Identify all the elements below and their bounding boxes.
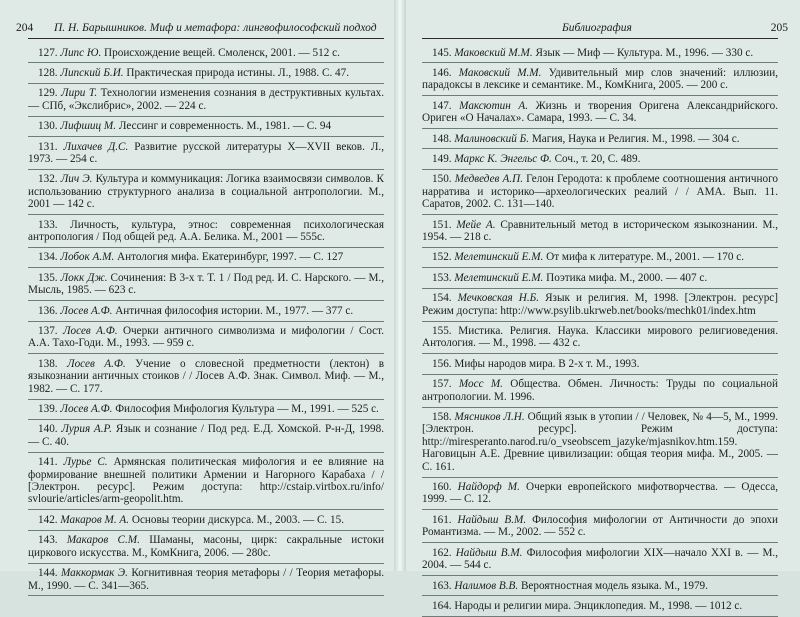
entry-text: Технологии изменения сознания в деструктивных культах. — СПб, «Экслибрис», 2002. — 224 с. [28,87,385,112]
bibliography-entry [422,129,778,149]
bibliography-entry [28,322,384,355]
right-page-number: 205 [770,22,788,34]
entry-number: 139. [38,403,58,416]
entry-number: 151. [432,218,452,231]
entry-author: Лосев А.Ф. [60,403,113,416]
entry-number: 149. [432,152,452,165]
bibliography-entry [28,453,384,511]
entry-text: Гелон Геродота: к проблеме соотношения античного нарратива и историко—археологических реалий / / АМА. Вып. 11. Саратов, 2002. С. 131—140. [422,173,778,211]
entry-number: 129. [38,87,58,100]
entry-text: Очерки европейского мифотворчества. — Одесса, 1999. — С. 12. [422,481,779,506]
entry-number: 145. [432,46,452,59]
entry-text: Антология мифа. Екатеринбург, 1997. — С. 127 [117,251,344,264]
entry-author: Липский Б.И. [60,66,124,79]
bibliography-entry [422,408,778,478]
entry-author: Лихачев Д.С. [63,140,129,153]
entry-text: Вероятностная модель языка. М., 1979. [520,579,708,592]
entry-text: Жизнь и творения Оригена Александрийского. Ориген «О Началах». Самара, 1993. — С. 34. [422,99,778,125]
left-page [0,0,400,592]
entry-number: 147. [432,99,452,112]
entry-text: Общий язык в утопии / / Человек, № 4—5, М., 1999. [Электрон. ресурс]. Режим доступа: http://miresperanto.narod.ru/o_vseobscem_jazyke/mjasnikov.htm.159. Наговицын А.Е. Древние цивилизации: общая теория мифа. М., 2005. — С. 161. [422,411,779,473]
entry-text: Язык и религия. М, 1998. [Электрон. ресурс] Режим доступа: http://www.psylib.ukrweb.net/books/mechk01/index.htm [422,292,778,317]
entry-author: Макаров М. А. [60,513,130,526]
entry-number: 138. [38,357,58,370]
entry-text: Личность, культура, этнос: современная психологическая антропология / Под общей ред. А.А. Белика. М., 2001 — 555с. [28,218,385,243]
entry-author: Мосс М. [458,378,503,391]
entry-text: Античная философия истории. М., 1977. — 377 с. [115,304,354,317]
entry-text: Происхождение вещей. Смоленск, 2001. — 512 с. [104,46,340,59]
entry-text: Развитие русской литературы Х—XVII веков. Л., 1973. — 254 с. [28,140,384,165]
bibliography-entry [422,596,778,616]
bibliography-entry [28,510,384,530]
entry-number: 158. [432,411,452,424]
bibliography-entry [422,289,778,322]
entry-number: 134. [38,251,58,264]
entry-author: Лурье С. [63,456,108,469]
bibliography-entry [28,420,384,453]
entry-number: 150. [432,173,452,186]
entry-text: Очерки античного символизма и мифологии / Сост. А.А. Тахо-Годи. М., 1993. — 959 с. [28,325,384,350]
entry-author: Лурия А.Р. [61,423,113,436]
entry-number: 153. [432,271,452,284]
entry-author: Лифшиц М. [60,120,117,133]
entry-number: 146. [432,66,452,79]
left-running-head: П. Н. Барышников. Миф и метафора: лингвофилософский подход [54,22,377,34]
entry-author: Найдорф М. [457,481,520,494]
bibliography-entry [422,322,778,355]
entry-author: Макаров С.М. [66,534,140,547]
entry-text: Учение о словесной предметности (лектон) в языкознании античных стоиков / / Лосев А.Ф. Знак. Символ. Миф. — М., 1982. — С. 177. [28,357,384,395]
entry-text: Сочинения: В 3-х т. Т. 1 / Под ред. И. С. Нарского. — М., Мысль, 1985. — 623 с. [28,271,385,297]
bibliography-entry [28,63,384,83]
entry-author: Мясников Л.Н. [454,411,525,424]
entry-number: 133. [38,218,58,231]
entry-author: Мейе А. [456,218,496,231]
entry-text: Мифы народов мира. В 2-х т. М., 1993. [454,357,640,370]
right-running-head: Библиография [562,22,632,34]
entry-number: 135. [38,271,58,284]
entry-text: Соч., т. 20, С. 489. [554,152,641,165]
entry-text: Когнитивная теория метафоры / / Теория метафоры. М., 1990. — С. 341—365. [28,567,385,592]
entry-number: 155. [432,325,452,337]
entry-number: 143. [38,534,58,547]
entry-text: Философия мифологии XIX—начало XXI в. — М., 2004. — 544 с. [422,546,779,572]
entry-text: Философия Мифология Культура — М., 1991. — 525 с. [115,403,379,416]
bibliography-entry [28,117,384,137]
bibliography-entry [422,268,778,288]
entry-author: Мелетинский Е.М. [454,251,544,264]
right-running-header [422,22,788,39]
bibliography-entry [28,215,384,248]
entry-text: Мистика. Религия. Наука. Классики мирового религиоведения. Антология. — М., 1998. — 432 с. [422,325,779,350]
bibliography-entry [422,543,778,576]
bibliography-entry [422,170,778,215]
entry-number: 148. [432,132,452,145]
entry-author: Найдыш В.М. [455,546,523,559]
entry-text: Язык — Миф — Культура. М., 1996. — 330 с. [535,46,754,59]
bibliography-entry [28,84,384,117]
entry-text: Армянская политическая мифология и ее влияние на формирование внешней политики Армении и Нагорного Карабаха / / [Электрон. ресурс]. Режим доступа: http://cstaip.virtbox.ru/info/ svlourie/articles/arm-geopolit.htm. [28,456,385,506]
entry-text: Удивительный мир слов значений: иллюзии, парадоксы в лексике и семантике. М., КомКнига, 2005. — 200 с. [422,66,779,92]
bibliography-entry [422,248,778,268]
entry-number: 152. [432,251,452,264]
entry-number: 127. [38,46,58,59]
entry-author: Лосев А.Ф. [60,304,113,317]
entry-author: Налимов В.В. [454,579,519,592]
entry-number: 154. [432,292,452,305]
entry-text: Культура и коммуникация: Логика взаимосвязи символов. К использованию структурного анализа в социальной антропологии. М., 2001 — 142 с. [28,173,384,211]
entry-author: Маковский М.М. [454,46,533,59]
entry-number: 161. [432,513,452,526]
bibliography-entry [28,137,384,170]
bibliography-entry [422,510,778,543]
entry-text: Народы и религии мира. Энциклопедия. М., 1998. — 1012 с. [454,599,743,612]
entry-number: 130. [38,120,58,133]
bibliography-entry [422,96,778,129]
entry-number: 144. [38,567,58,580]
entry-author: Локк Дж. [60,271,108,284]
left-bibliography-list [28,43,384,596]
bibliography-entry [422,354,778,374]
entry-number: 156. [432,357,452,370]
bibliography-entry [28,43,384,63]
bibliography-entry [422,215,778,248]
right-bibliography-list [422,43,778,617]
entry-text: Философия мифологии от Античности до эпохи Романтизма. — М., 2002. — 552 с. [422,513,779,539]
entry-number: 142. [38,513,58,526]
entry-text: Практическая природа истины. Л., 1988. С. 47. [126,66,350,79]
bibliography-entry [28,268,384,301]
entry-text: Основы теории дискурса. М., 2003. — С. 15. [131,513,344,526]
bibliography-entry [28,400,384,420]
entry-author: Маковский М.М. [458,66,542,79]
entry-text: Сравнительный метод в историческом языкознании. М., 1954. — 218 с. [422,218,778,243]
entry-number: 164. [432,599,452,612]
entry-author: Лири Т. [61,87,98,100]
entry-number: 131. [38,140,58,153]
entry-author: Липс Ю. [60,46,102,59]
entry-number: 132. [38,173,58,186]
entry-text: Магия, Наука и Религия. М., 1998. — 304 с. [531,132,740,145]
entry-text: Шаманы, масоны, цирк: сакральные истоки циркового искусства. М., КомКнига, 2006. — 280с. [28,534,384,559]
entry-author: Лобок А.М. [60,251,115,264]
entry-text: От мифа к литературе. М., 2001. — 170 с. [546,251,745,264]
bibliography-entry [422,63,778,96]
bibliography-entry [28,531,384,564]
bibliography-entry [28,354,384,399]
entry-author: Лосев А.Ф. [67,357,126,370]
entry-number: 140. [38,423,58,436]
entry-author: Мечковская Н.Б. [457,292,540,305]
bibliography-entry [28,564,384,597]
book-gutter [394,0,406,571]
entry-number: 128. [38,66,58,79]
entry-text: Лессинг и современность. М., 1981. — С. 94 [118,120,332,133]
right-page [400,0,800,612]
bibliography-entry [28,248,384,268]
entry-number: 157. [432,378,452,391]
entry-author: Лич Э. [60,173,93,186]
entry-author: Лосев А.Ф. [62,325,118,337]
bibliography-entry [28,301,384,321]
entry-text: Поэтика мифа. М., 2000. — 407 с. [546,271,708,284]
entry-number: 141. [38,456,58,469]
bibliography-entry [28,170,384,215]
entry-number: 162. [432,546,452,559]
entry-author: Маккормак Э. [61,567,128,580]
entry-number: 160. [432,481,452,494]
bibliography-entry [422,478,778,511]
entry-text: Язык и сознание / Под ред. Е.Д. Хомской. Р-н-Д, 1998. — С. 40. [28,423,384,448]
left-page-number: 204 [16,22,34,34]
entry-author: Максютин А. [459,99,528,112]
entry-author: Медведев А.П. [454,173,524,186]
entry-text: Общества. Обмен. Личность: Труды по социальной антропологии. М. 1996. [422,378,779,403]
bibliography-entry [422,375,778,408]
entry-author: Малиновский Б. [454,132,530,145]
entry-author: Найдыш В.М. [457,513,527,526]
entry-number: 137. [38,325,58,337]
bibliography-entry [422,576,778,596]
entry-author: Маркс К. Энгельс Ф. [454,152,552,165]
bibliography-entry [422,149,778,169]
entry-number: 163. [432,579,452,592]
left-running-header [16,22,384,39]
entry-author: Мелетинский Е.М. [454,271,544,284]
bibliography-entry [422,43,778,63]
entry-number: 136. [38,304,58,317]
